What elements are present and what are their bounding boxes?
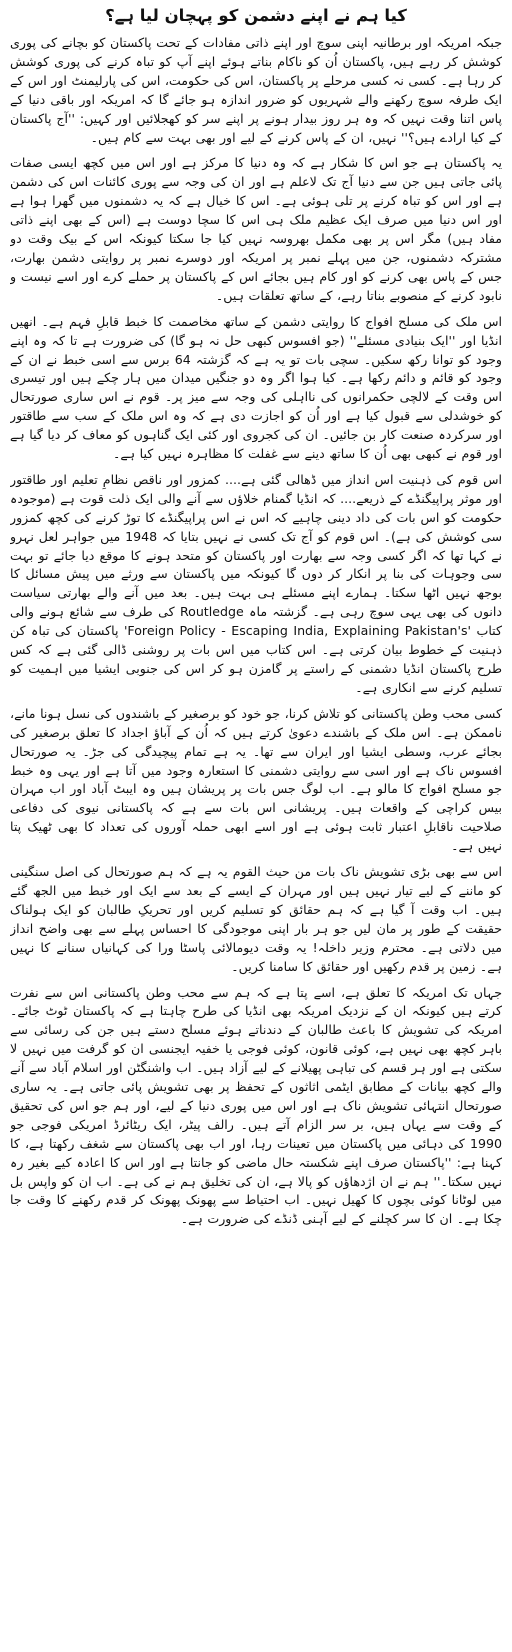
paragraph-3: اس ملک کی مسلح افواج کا روایتی دشمن کے ساتھ مخاصمت کا خبط قابلِ فہم ہے۔ انھیں انڈیا اور ''ایک بنیادی مسئلے'' (جو افسوس کبھی حل نہ ہو گا) کی ضرورت ہے تا کہ وہ اپنے وجود کو توانا رکھ سکیں۔ سچی بات تو یہ ہے کہ گزشتہ 64 برس سے اسی خبط نے ان کے وجود کو قائم و دائم رکھا ہے۔ کیا ہوا اگر وہ دو جنگیں میدان میں ہار چکے ہیں اور تیسری اس وقت کے لالچی حکمرانوں کی نااہلی کی وجہ سے میز پر۔ قوم نے اس ساری صورتحال کو خوشدلی سے قبول کیا ہے اور اُن کو اجازت دی ہے کہ وہ اس ملک کے سب سے طاقتور اور سرکردہ صنعت کار بن جائیں۔ ان کی کجروی اور کئی ایک گناہوں کو معاف کر دیا گیا ہے اور قوم نے کبھی بھی اُن کا ساتھ دینے سے غفلت کا مظاہرہ نہیں کیا ہے۔ [10, 313, 502, 462]
paragraph-2: یہ پاکستان ہے جو اس کا شکار ہے کہ وہ دنیا کا مرکز ہے اور اس میں کچھ ایسی صفات پائی جاتی ہیں جن سے دنیا آج تک لاعلم ہے اور ان کی وجہ سے پوری کائنات اس کی دشمن ہے اور اس کو تباہ کرنے پر تلی ہوئی ہے۔ اس کا خیال ہے کہ یہ دشمنوں میں گھرا ہوا ہے اور اس دنیا میں صرف ایک عظیم ملک ہی اس کا سچا دوست ہے (اس کے بھی اپنے ذاتی مفاد ہیں) مگر اس پر بھی مکمل بھروسہ نہیں کیا جا سکتا کیونکہ اس کے بیک وقت دو مشترکہ دشمنوں، جن میں پہلے نمبر پر امریکہ اور دوسرے نمبر پر روایتی دشمن بھارت، جس کے پاس بھی کرنے کو اور کام ہیں بجائے اس کے پاکستان پر حملے کرے اور اسے نیست و نابود کرنے کے منصوبے بناتا رہے، کے ساتھ تعلقات ہیں۔ [10, 155, 502, 303]
paragraph-4: اس قوم کی ذہنیت اس انداز میں ڈھالی گئی ہے.... کمزور اور ناقص نظامِ تعلیم اور طاقتور اور موثر پراپیگنڈے کے ذریعے.... کہ انڈیا گمنام خلاؤں سے آنے والی ایک ذلت قوت ہے (موجودہ حکومت کو اس بات کی داد دینی چاہیے کہ اس نے اس پراپیگنڈے کا توڑ کرنے کی کچھ کمزور سی کوشش کی ہے)۔ اس قوم کو آج تک کسی نے نہیں بتایا کہ 1948 میں جواہر لعل نہرو نے کہا تھا کہ اگر کسی وجہ سے بھارت اور پاکستان کو متحد ہونے کا موقع دیا جائے تو بہت سی وجوہات کی بنا پر انکار کر دوں گا کیونکہ میں پاکستان سے ورثے میں پیش مسائل کا بوجھ نہیں اٹھا سکتا۔ ہمارے اپنے مسئلے ہی بہت ہیں۔ بعد میں آنے والے بھارتی سیاست دانوں کی بھی یہی سوچ رہی ہے۔ گزشتہ ماہ Routledge کی طرف سے شائع ہونے والی کتاب 'Foreign Policy - Escaping India, Explaining Pakistan's' پاکستان کی تباہ کن ذہنیت کے خطوط بیان کرتی ہے۔ اس کتاب میں اس بات پر روشنی ڈالی گئی ہے کہ کس طرح پاکستان انڈیا دشمنی کے راستے پر گامزن ہو کر اس کی جنوبی ایشیا میں اہمیت کو تسلیم کرنے سے انکاری ہے۔ [10, 471, 502, 695]
article-headline: کیا ہم نے اپنے دشمن کو پہچان لیا ہے؟ [105, 6, 407, 25]
paragraph-5: کسی محب وطن پاکستانی کو تلاش کرنا، جو خود کو برصغیر کے باشندوں کی نسل ہونا مانے، ناممکن ہے۔ اس ملک کے باشندے دعویٰ کرتے ہیں کہ اُن کے آباؤ اجداد کا تعلق برصغیر کی بجائے عرب، وسطی ایشیا اور ایران سے تھا۔ یہ ہے تمام پیچیدگی کی جڑ۔ یہ صورتحال افسوس ناک ہے اور اسی سے روایتی دشمنی کا استعارہ وجود میں آتا ہے اور یہی وہ خبط جو مسلح افواج کا مالو ہے۔ اب لوگ جس بات پر پریشان ہیں وہ ایبٹ آباد اور اب مہران بیس کراچی کے واقعات ہیں۔ پریشانی اس بات سے ہے کہ پاکستانی نیوی کی دفاعی صلاحیت ناقابلِ اعتبار ثابت ہوئی ہے اور اسے ابھی حملہ آوروں کی تعداد کا بھی ٹھیک پتا نہیں ہے۔ [10, 705, 502, 854]
article-column [10, 4, 502, 1644]
paragraph-6: اس سے بھی بڑی تشویش ناک بات من حیث القوم یہ ہے کہ ہم صورتحال کی اصل سنگینی کو ماننے کے لیے تیار نہیں ہیں اور مہران کے ایسے کے بعد سے ایک اور خبط میں الجھ گئے ہیں۔ اب وقت آ گیا ہے کہ ہم حقائق کو تسلیم کریں اور تحریکِ طالبان کو ایک ہولناک حقیقت کے طور پر مان لیں جو ہر بار اپنی موجودگی کا احساس پہلے سے بھی واضح انداز میں دلاتی ہے۔ محترم وزیر داخلہ! یہ وقت دیومالائی پاسٹا ورا کی کہانیاں سنانے کا نہیں ہے۔ زمین پر قدم رکھیں اور حقائق کا سامنا کریں۔ [10, 864, 502, 974]
paragraph-1: جبکہ امریکہ اور برطانیہ اپنی سوچ اور اپنے ذاتی مفادات کے تحت پاکستان کو بچانے کی پوری کوشش کر رہے ہیں، پاکستان اُن کو ناکام بناتے ہوئے اپنے آپ کو تباہ کرنے کی پوری کوشش کر رہا ہے۔ کسی نہ کسی مرحلے پر پاکستان، اس کی حکومت، اس کی پارلیمنٹ اور اس کے ایک طرفہ سوچ رکھنے والے شہریوں کو ضرور اندازہ ہو جائے گا کہ امریکہ اور باقی دنیا کے پاس اتنا وقت نہیں کہ وہ ہر روز بیدار ہونے پر اپنے سر کو کھجلائیں اور کہیں: ''آج پاکستان کے کیا ارادے ہیں؟'' نہیں، ان کے پاس کرنے کے لیے اور بھی بہت سے کام ہیں۔ [10, 35, 502, 145]
paragraph-7: جہاں تک امریکہ کا تعلق ہے، اسے پتا ہے کہ ہم سے محب وطن پاکستانی اس سے نفرت کرتے ہیں کیونکہ ان کے نزدیک امریکہ بھی انڈیا کی طرح چاہتا ہے کہ پاکستان ٹوٹ جائے۔ امریکہ کی تشویش کا باعث طالبان کے دندناتے ہوئے مسلح دستے ہیں جن کی رسائی سے باہر کچھ بھی نہیں ہے، کوئی قانون، کوئی فوجی یا خفیہ ایجنسی ان کو گرفت میں نہیں لا سکتی ہے اور ہر قسم کی تباہی پھیلانے کے لیے آزاد ہیں۔ اب واشنگٹن اور اسلام آباد سے آنے والے کچھ بیانات کے مطابق ایٹمی اثاثوں کے تحفظ پر بھی تشویش پائی جاتی ہے۔ یہ ساری صورتحال انتہائی تشویش ناک ہے اور اس میں پوری دنیا کے لیے، اور ہم جو اس کی تحقیق کے وقت سے یہاں ہیں، بر سر الزام آتے ہیں۔ رالف پیٹر، ایک ریٹائرڈ امریکی فوجی جو 1990 کی دہائی میں پاکستان میں تعینات رہا، اور اب بھی پاکستان سے شغف رکھتا ہے، کا کہنا ہے: ''پاکستان صرف اپنے شکستہ حال ماضی کو جانتا ہے اور اس کا اعادہ کیے بغیر رہ نہیں سکتا۔'' ہم نے ان اژدھاؤں کو پالا ہے، ان کی تخلیق ہم نے کی ہے۔ اب ان کو واپس بل میں لوٹانا کوئی بچوں کا کھیل نہیں۔ اب احتیاط سے پھونک پھونک کر قدم رکھنے کا وقت جا چکا ہے۔ ان کا سر کچلنے کے لیے آہنی ڈنڈے کی ضرورت ہے۔ [10, 984, 502, 1227]
